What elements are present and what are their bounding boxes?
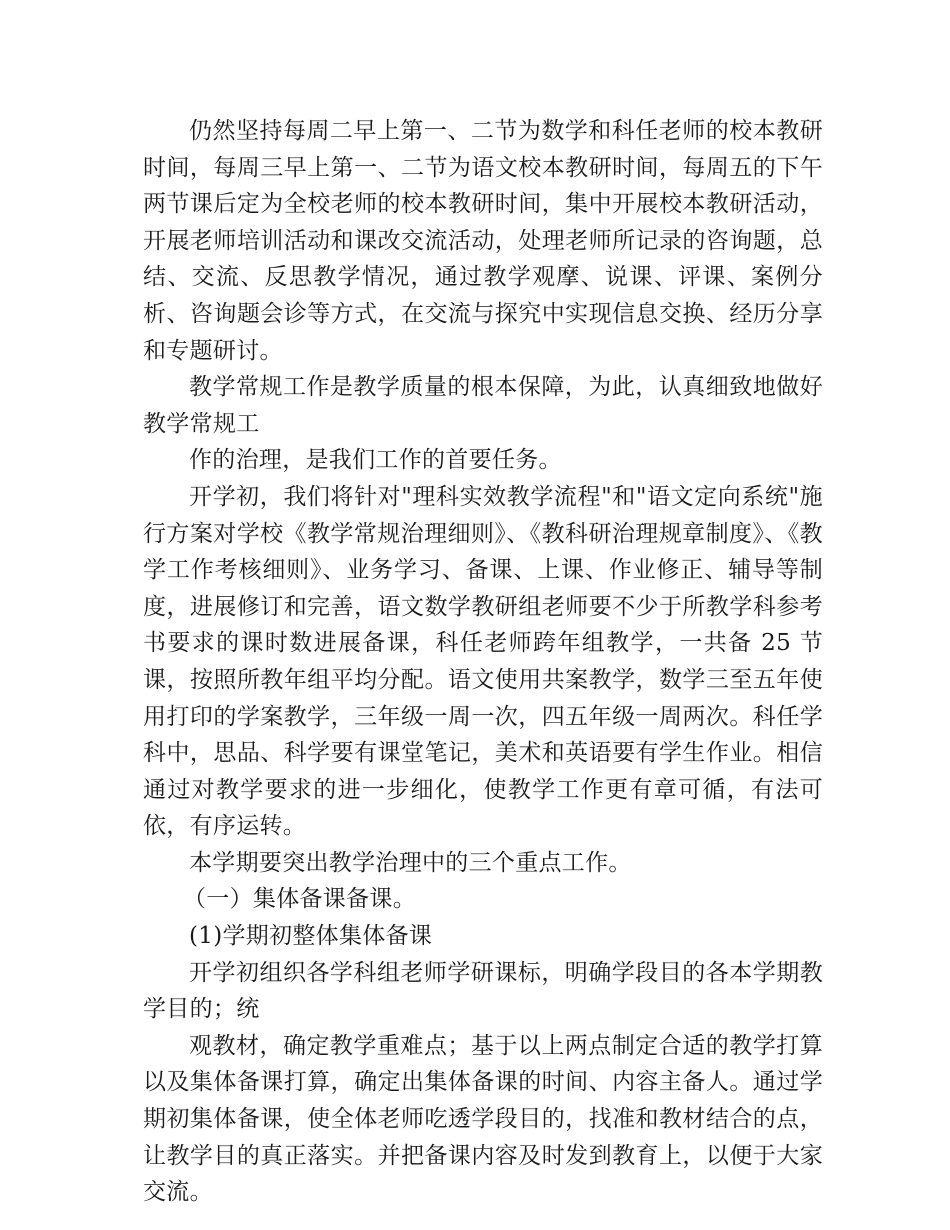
document-body — [143, 113, 823, 1211]
paragraph-curriculum-study: 开学初组织各学科组老师学研课标，明确学段目的各本学期教学目的；统 — [143, 959, 823, 1023]
subsection-heading-semester-prep: (1)学期初整体集体备课 — [189, 923, 433, 950]
paragraph-semester-start: 开学初，我们将针对"理科实效教学流程"和"语文定向系统"施行方案对学校《教学常规治理细则》、《教科研治理规章制度》、《教学工作考核细则》、业务学习、备课、上课、作业修正、辅导等制度，进展修订和完善，语文数学教研组老师要不少于所教学科参考书要求的课时数进展备课，科任老师跨年组教学，一共备 25 节课，按照所教年组平均分配。语文使用共案教学，数学三至五年使用打印的学案教学，三年级一周一次，四五年级一周两次。科任学科中，思品、科学要有课堂笔记，美术和英语要有学生作业。相信通过对教学要求的进一步细化，使教学工作更有章可循，有法可依，有序运转。 — [143, 483, 823, 840]
paragraph-routine-work: 教学常规工作是教学质量的根本保障，为此，认真细致地做好教学常规工 — [143, 374, 823, 437]
paragraph-routine-work-continued: 作的治理，是我们工作的首要任务。 — [189, 447, 562, 474]
paragraph-research-schedule: 仍然坚持每周二早上第一、二节为数学和科任老师的校本教研时间，每周三早上第一、二节为语文校本教研时间，每周五的下午两节课后定为全校老师的校本教研时间，集中开展校本教研活动，开展老师培训活动和课改交流活动，处理老师所记录的咨询题，总结、交流、反思教学情况，通过教学观摩、说课、评课、案例分析、咨询题会诊等方式，在交流与探究中实现信息交换、经历分享和专题研讨。 — [143, 118, 823, 364]
paragraph-curriculum-study-continued: 观教材，确定教学重难点；基于以上两点制定合适的教学打算以及集体备课打算，确定出集体备课的时间、内容主备人。通过学期初集体备课，使全体老师吃透学段目的，找准和教材结合的点，让教学目的真正落实。并把备课内容及时发到教育上，以便于大家交流。 — [143, 1032, 823, 1206]
paragraph-three-key-tasks: 本学期要突出教学治理中的三个重点工作。 — [189, 849, 632, 876]
section-heading-collective-prep: （一）集体备课备课。 — [183, 886, 416, 913]
